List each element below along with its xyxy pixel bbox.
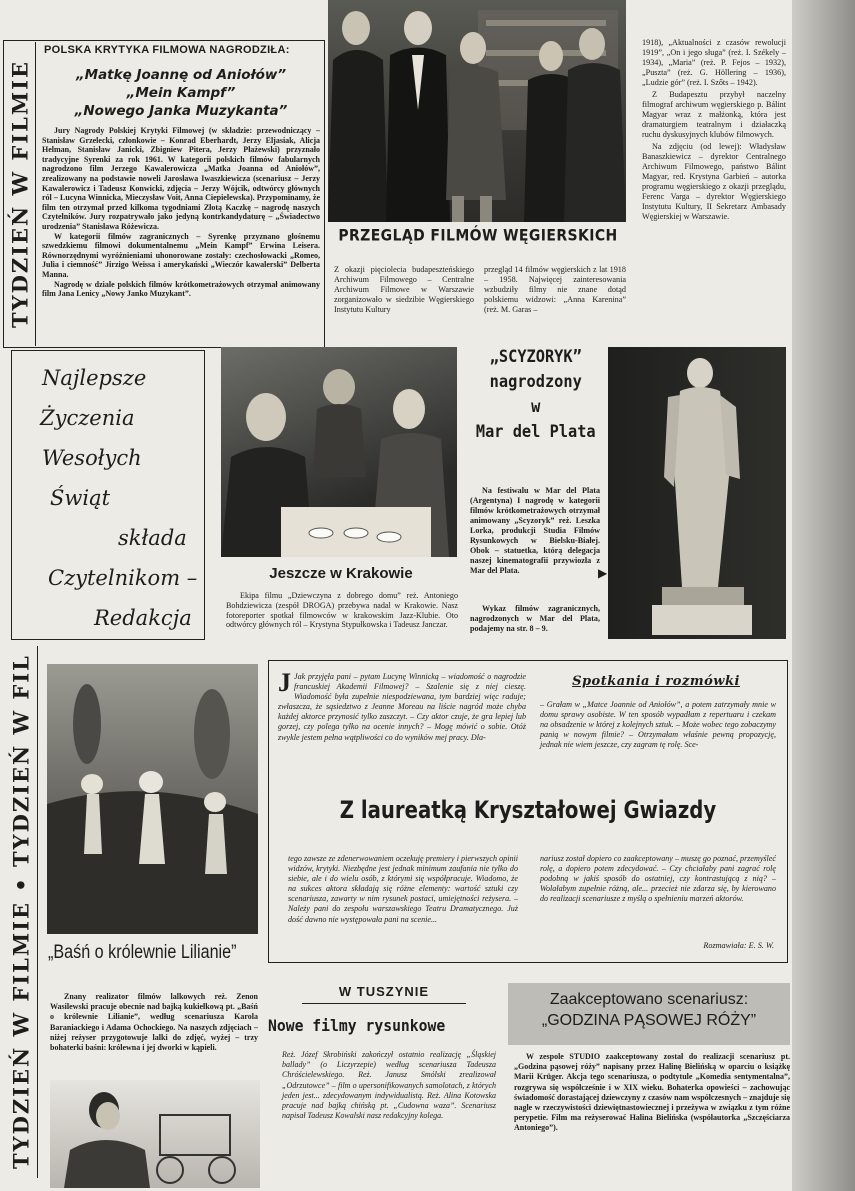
tab-divider xyxy=(35,42,36,346)
photo-figures xyxy=(328,0,626,222)
hungarian-title: PRZEGLĄD FILMÓW WĘGIERSKICH xyxy=(338,226,618,246)
interview-headline: Z laureatką Kryształowej Gwiazdy xyxy=(339,796,717,824)
director-photo xyxy=(50,1080,260,1188)
critics-titles xyxy=(40,66,322,120)
lilian-caption: Znany realizator filmów lalkowych reż. Zenon Wasilewski pracuje obecnie nad bajką kukiełkową pt. „Baśń o królewnie Lilianie”, według scenariusza Karola Baraniackiego i Adama Ochockiego. Na naszych zdjęciach – niżej reżyser przygotowuje lalki do zdjęć, wyżej – trzy bohaterki baśni: królewna i jej dworki w kąpieli. xyxy=(50,992,258,1053)
critics-title-2: „Mein Kampf” xyxy=(126,85,236,101)
statuette-photo xyxy=(608,347,786,639)
interview-column-2: – Grałam w „Matce Joannie od Aniołów”, a potem zatrzymały mnie w domu sprawy osobiste. W ten sposób wypadłam z repertuaru i czekam na obsadzenie w której z kolejnych sztuk. – Może wobec tego zobaczymy panią w nowym filmie? – Otrzymałam właśnie pewną propozycję, jednak nie wiem jeszcze, czy zagram tę rolę. Sce- xyxy=(540,700,776,750)
page-edge-shadow xyxy=(792,0,855,1191)
interview-column-4: nariusz został dopiero co zaakceptowany – muszę go poznać, przemyśleć rolę, a dopiero potem zdecydować. – Czy chciałaby pani zagrać rolę podobną w jakiś sposób do ostatniej, czy kontrastującą z nią? – Wolałabym zupełnie różną, ale... przecież nie zdarza się, by kierowano do realizacji scenariusze z myślą o spełnieniu marzeń aktorów. xyxy=(540,854,776,904)
critics-paragraph-1: Jury Nagrody Polskiej Krytyki Filmowej (w składzie: przewodniczący – Stanisław Grzelecki, członkowie – Konrad Eberhardt, Jerzy Eljasiak, Alicja Helman, Stanisław Janicki, Zbigniew Pitera, Jerzy Płażewski) przyznało tradycyjne Syrenki za rok 1961. W kategorii polskich filmów fabularnych nagrodzono film Jerzego Kawalerowicza „Matka Joanna od Aniołów”, zrealizowany na podstawie noweli Jarosława Iwaszkiewicza (scenariusz – Jerzy Kawalerowicz i Tadeusz Konwicki, zdjęcia – Jerzy Wójcik, odtwórcy głównych ról – Lucyna Winnicka, Mieczysław Voit, Anna Ciepielewska). Przypominamy, że film ten otrzymał przed kilkoma tygodniami Złotą Kaczkę – nagrodę naszych Czytelników. Jury rozpatrywało jako jedyną kontrkandydaturę – „Świadectwo urodzenia” Stanisława Różewicza. xyxy=(42,126,320,231)
interview-column-1: J Jak przyjęła pani – pytam Lucynę Winnicką – wiadomość o nagrodzie francuskiej Akademii Filmowej? – Szalenie się z niej cieszę. Wiadomość była zupełnie niespodziewana, tym bardziej więc raduje; zwłaszcza, że sąsiedztwo z Jeanne Moreau na liście nagród może chyba każdej aktorce przynosić tylko zaszczyt. – Czy aktor czuje, że gra lepiej lub gorzej, czy polega tylko na ocenie innych? – Mogę mówić o sobie. Otóż zwykle jestem pełna wątpliwości co do wyników mej pracy. Dla- xyxy=(278,668,526,742)
critics-article xyxy=(42,126,320,299)
scyzoryk-paragraph-1: Na festiwalu w Mar del Plata (Argentyna) I nagrodę w kategorii filmów krótkometrażowych otrzymał animowany „Scyzoryk” reż. Leszka Lorka, produkcji Studia Filmów Rysunkowych w Bielsku-Białej. Obok – statuetka, którą delegacja naszej kinematografii przywiozła z Mar del Plata. xyxy=(470,486,600,575)
greetings-text xyxy=(20,358,200,638)
interview-header: Spotkania i rozmówki xyxy=(572,674,740,689)
scenario-header-box xyxy=(508,983,790,1045)
krakow-photo xyxy=(221,347,457,557)
tuszynie-header: W TUSZYNIE xyxy=(338,984,430,999)
hungarian-column-1: Z okazji pięciolecia budapeszteńskiego Archiwum Filmowego – Centralne Archiwum Filmowe w Warszawie zorganizowało w siedzibie Węgierskiego Instytutu Kultury xyxy=(334,265,474,314)
scyzoryk-paragraph-2: Wykaz filmów zagranicznych, nagrodzonych w Mar del Plata, podajemy na str. 8 – 9. xyxy=(470,604,600,633)
section-tab-lower: TYDZIEŃ W FILMIE • TYDZIEŃ W FIL xyxy=(8,654,34,1170)
tab-divider-lower xyxy=(37,646,38,1178)
hungarian-column-3a: 1918), „Aktualności z czasów rewolucji 1919”, „On i jego sługa” (reż. I. Székely – 1934), „Maria” (reż. P. Fejos – 1932), „Puszta” (reż. G. Höllering – 1936), „Ludzie gór” (reż. I. Szőts – 1942). xyxy=(642,38,786,87)
greetings-line-4: Świąt xyxy=(50,486,111,510)
arrow-right-icon: ▶ xyxy=(598,566,608,580)
hungarian-column-2: przegląd 14 filmów węgierskich z lat 1918 – 1958. Najwięcej zainteresowania wzbudziły filmy nie znane dotąd polskiemu widzowi: „Anna Karenina” (reż. M. Garas – xyxy=(484,265,626,314)
critics-title-3: „Nowego Janka Muzykanta” xyxy=(74,103,288,119)
tuszynie-text: Reż. Józef Skrobiński zakończył ostatnio realizację „Śląskiej ballady” (o Liczyrzepie) według scenariusza Tadeusza Chróścielewskiego. Reż. Janusz Smólski zrealizował „Odrzutowce” – film o upersonifikowanych samolotach, z których jeden jest... zdecydowanym indywidualistą. Reż. Alina Kotowska pracuje nad bajką chińską pt. „Cudowna waza”. Scenariusz napisał Tadeusz Kowalski nasz redakcyjny kolega. xyxy=(282,1050,496,1121)
krakow-title: Jeszcze w Krakowie xyxy=(269,565,413,582)
scenario-header-line-1: Zaakceptowano scenariusz: xyxy=(549,991,749,1008)
scenario-text: W zespole STUDIO zaakceptowany został do realizacji scenariusz pt. „Godzina pąsowej róży” napisany przez Halinę Bielińską w oparciu o książkę Marii Krüger. Akcja tego scenariusza, o podtytule „Komedia sentymentalna”, rozgrywa się współcześnie i w XIX wieku. Bohaterka opowieści – zachowując świadomość dorastającej dziewczyny z czasów nam współczesnych – znajduje się nagle w rzeczywistości dziewiętnastowiecznej i przeżywa w związku z tym różne perypetie. Film ma reżyserować Halina Bielińska (współautorka „Szczęściarza Antoniego”). xyxy=(514,1052,790,1133)
section-tab: TYDZIEŃ W FILMIE xyxy=(7,60,33,328)
interview-signature: Rozmawiała: E. S. W. xyxy=(703,941,774,950)
interview-column-3: tego zawsze ze zdenerwowaniem oczekuję premiery i pierwszych opinii widzów, krytyki. Niezbędne jest jednak minimum zaufania nie tylko do siebie, ale i do wielu osób, z którymi się współpracuje. Wiadomo, że na sukces aktora składają się różne elementy: wartość sztuki czy scenariusza, zawarty w nim rysunek postaci, umiejętności reżysera. – Należy pani do zespołu warszawskiego Teatru Dramatycznego. Już dość dawno nie występowała pani na scenie... xyxy=(288,854,518,924)
critics-paragraph-2: W kategorii filmów zagranicznych – Syrenkę przyznano głośnemu szwedzkiemu filmowi dokumentalnemu „Mein Kampf” Erwina Leisera. Równorzędnymi wyróżnieniami uhonorowane zostały: czechosłowacki „Romeo, Julia i ciemność” Jirzigo Weissa i amerykański „Wieczór kawalerski” Delberta Manna. xyxy=(42,231,320,279)
hungarian-delegation-photo xyxy=(328,0,626,222)
krakow-caption: Ekipa filmu „Dziewczyna z dobrego domu” reż. Antoniego Bohdziewicza (zespół DROGA) przebywa nadal w Krakowie. Nasz fotoreporter spotkał filmowców w krakowskim Jazz-Klubie. Oto odtwórcy głównych ról – Krystyna Stypułkowska i Tadeusz Janczar. xyxy=(226,591,458,630)
critics-paragraph-3: Nagrodę w dziale polskich filmów krótkometrażowych otrzymał animowany film Jana Lenicy „Nowy Janko Muzykant”. xyxy=(42,279,320,299)
greetings-line-7: Redakcja xyxy=(94,606,192,630)
critics-header: POLSKA KRYTYKA FILMOWA NAGRODZIŁA: xyxy=(44,44,290,56)
greetings-line-2: Życzenia xyxy=(40,406,135,430)
hungarian-column-3 xyxy=(642,38,786,338)
scyzoryk-title-line-1: „SCYZORYK” xyxy=(489,347,582,367)
lilian-title: „Baśń o królewnie Lilianie” xyxy=(48,942,237,963)
scyzoryk-title-line-4: Mar del Plata xyxy=(475,422,596,442)
hungarian-column-3b: Z Budapesztu przybył naczelny filmograf archiwum węgierskiego p. Bálint Magyar wraz z małżonką, która jest dramaturgiem teatralnym i działaczką ruchu dyskusyjnych klubów filmowych. xyxy=(642,90,786,139)
scyzoryk-title-line-2: nagrodzony xyxy=(489,372,582,392)
puppets-photo xyxy=(47,664,258,934)
scyzoryk-title xyxy=(466,345,606,445)
greetings-line-6: Czytelnikom – xyxy=(48,566,198,590)
scenario-header-line-2: „GODZINA PĄSOWEJ RÓŻY” xyxy=(541,1012,757,1029)
greetings-line-1: Najlepsze xyxy=(42,366,147,390)
greetings-line-3: Wesołych xyxy=(42,446,142,470)
critics-title-1: „Matkę Joannę od Aniołów” xyxy=(75,67,287,83)
greetings-line-5: składa xyxy=(118,526,187,550)
hungarian-column-3c: Na zdjęciu (od lewej): Władysław Banaszkiewicz – dyrektor Centralnego Archiwum Filmowego, państwo Bálint Magyar, red. Krystyna Garbień – autorka programu węgierskiego z okazji przeglądu, Ferenc Varga – dyrektor Węgierskiego Instytutu Kultury, II Sekretarz Ambasady Węgierskiej w Warszawie. xyxy=(642,142,786,221)
tuszynie-rule xyxy=(302,1003,466,1004)
scyzoryk-title-line-3: w xyxy=(531,397,541,417)
tuszynie-subheader: Nowe filmy rysunkowe xyxy=(268,1016,446,1035)
interview-column-1-text: Jak przyjęła pani – pytam Lucynę Winnicką – wiadomość o nagrodzie francuskiej Akademii Filmowej? – Szalenie się z niej cieszę. Wiadomość była zupełnie niespodziewana, tym bardziej więc raduje; zwłaszcza, że sąsiedztwo z Jeanne Moreau na liście nagród może chyba każdej aktorce przynosić tylko zaszczyt. – Czy aktor czuje, że gra lepiej lub gorzej, czy polega tylko na ocenie innych? – Mogę mówić o sobie. Otóż zwykle jestem pełna wątpliwości co do wyników mej pracy. Dla- xyxy=(278,672,526,742)
